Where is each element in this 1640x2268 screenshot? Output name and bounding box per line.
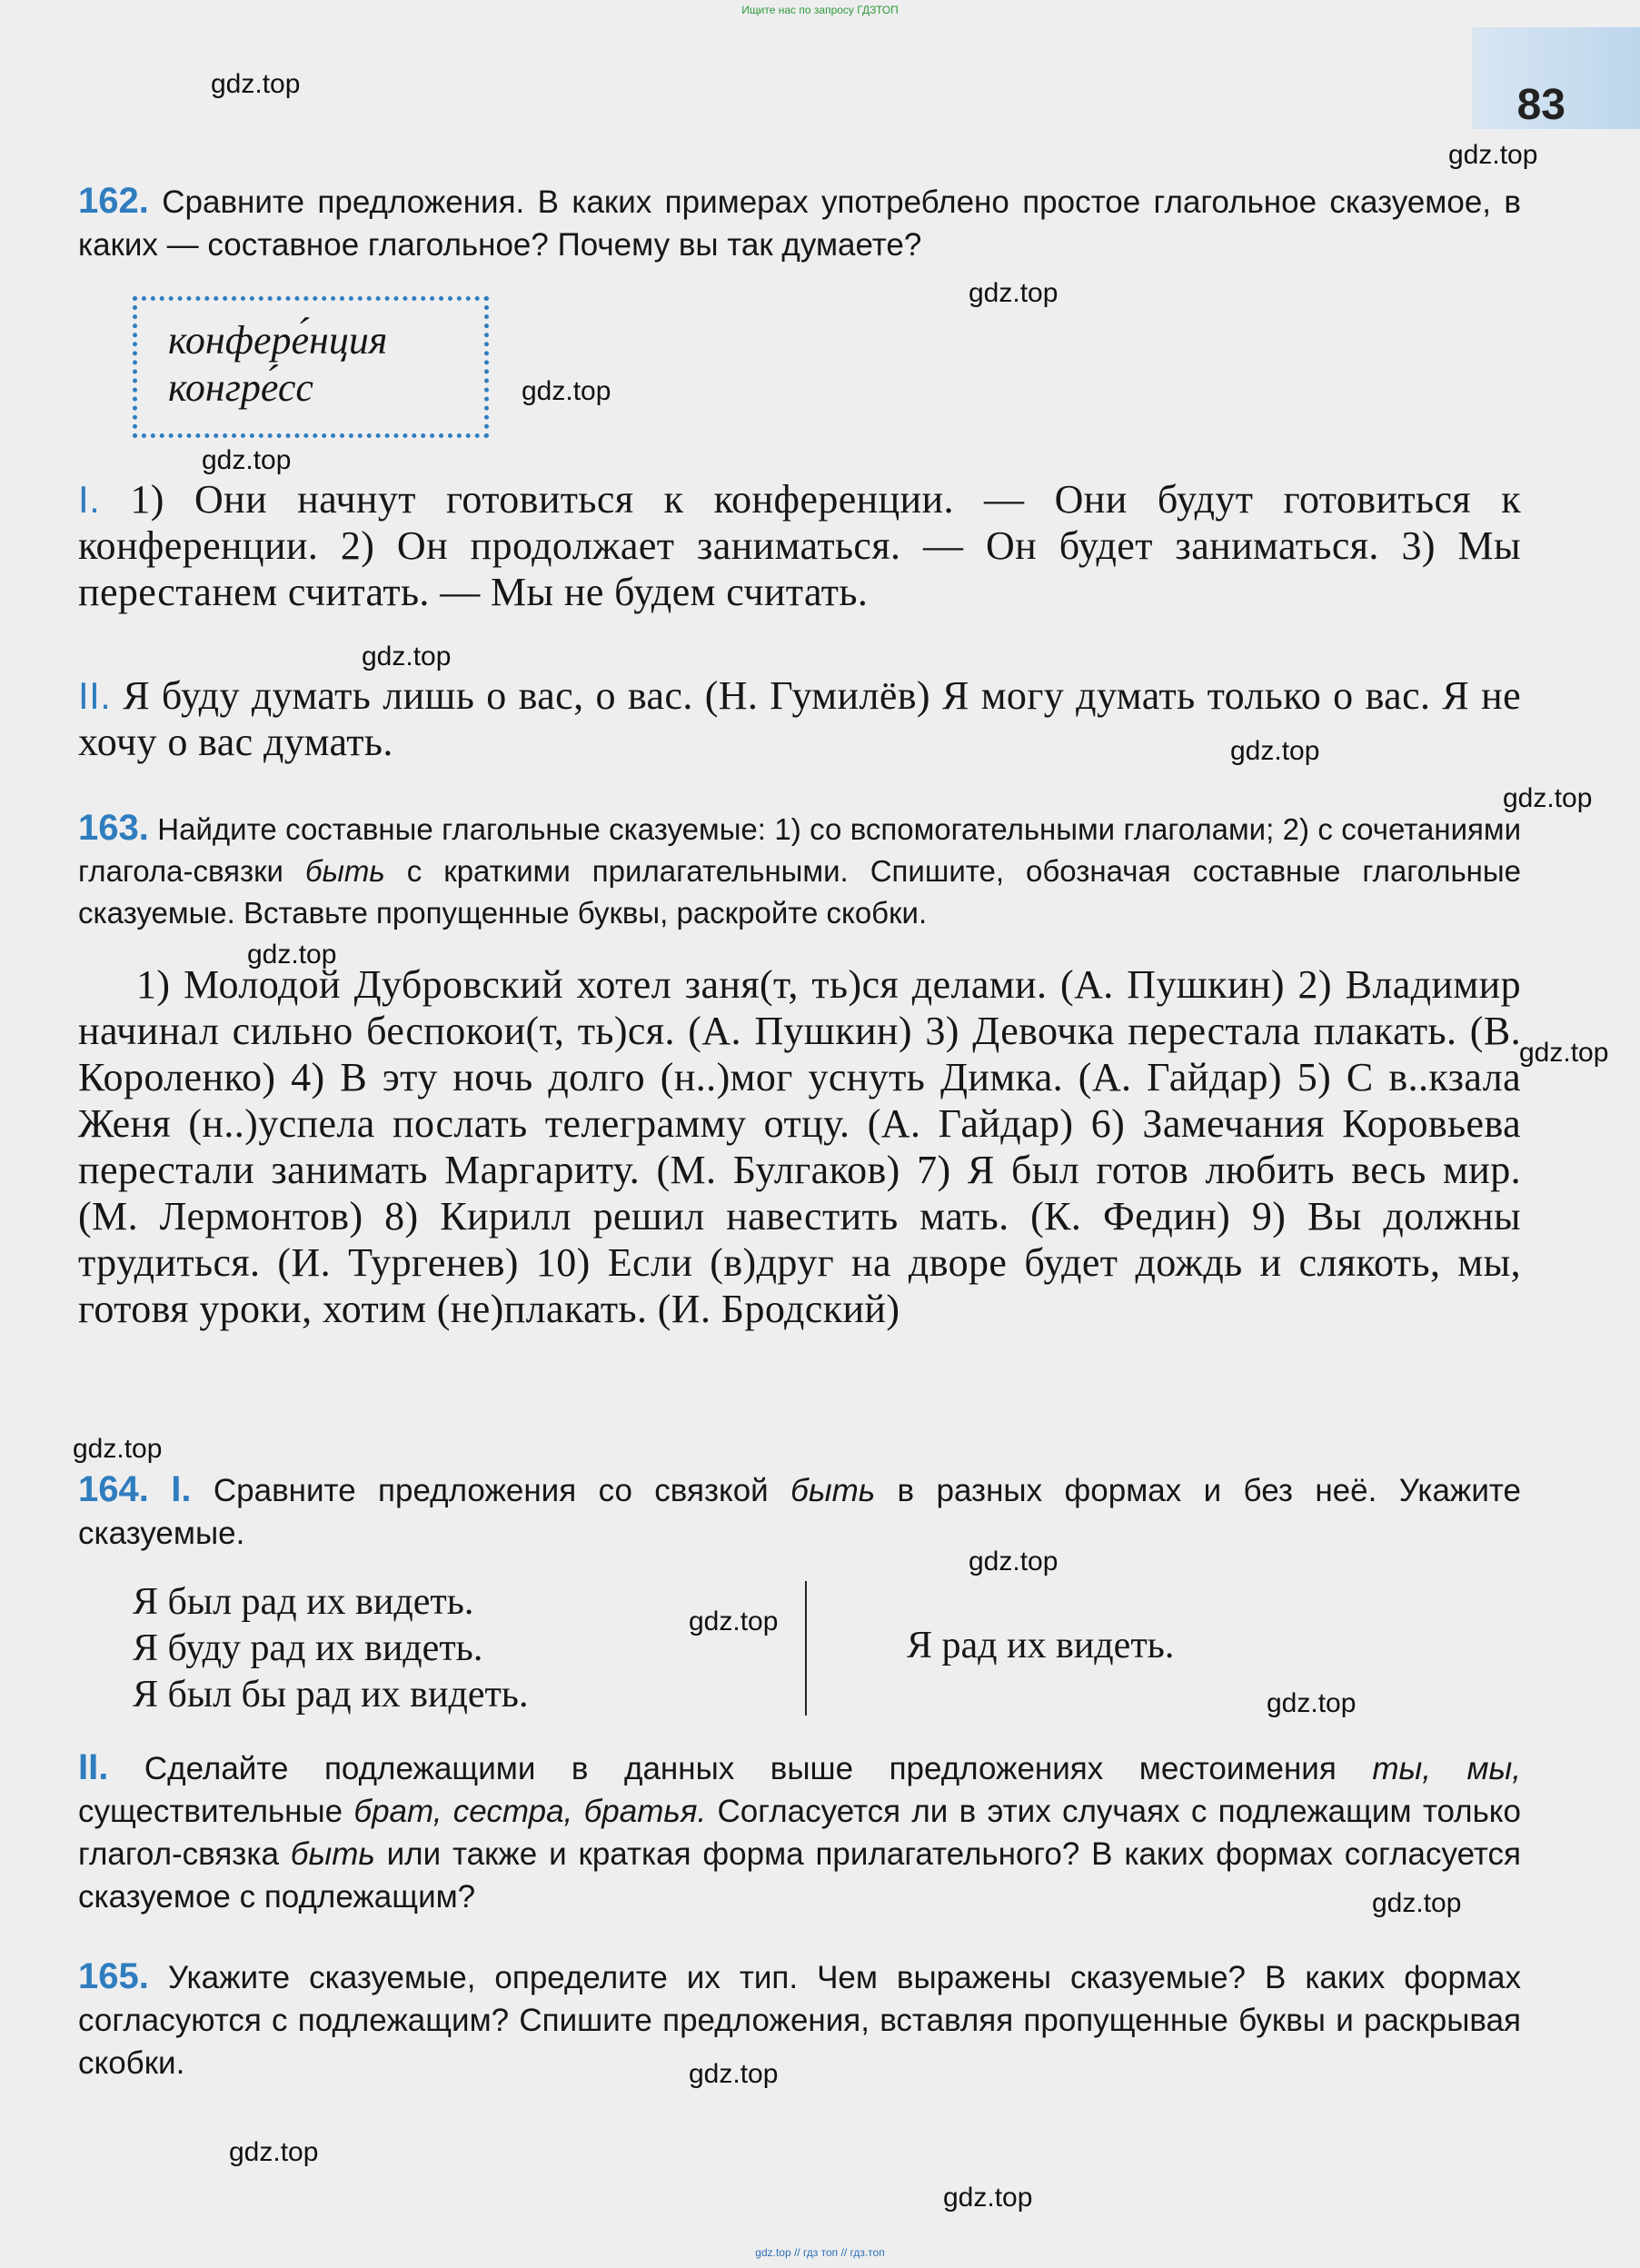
comparison-right-line: Я рад их видеть. bbox=[907, 1625, 1175, 1666]
task-163-instructions bbox=[78, 807, 1521, 934]
watermark: gdz.top bbox=[1230, 736, 1320, 766]
task-text-b: существительные bbox=[78, 1794, 354, 1829]
watermark: gdz.top bbox=[247, 940, 337, 970]
task-text: Укажите сказуемые, определите их тип. Чем выражены сказуемые? В каких формах согласуются с подлежащим? Спишите предложения, вставляя пропущенные буквы и раскрывая скобки. bbox=[78, 1960, 1521, 2081]
part-label: I. bbox=[171, 1469, 192, 1509]
watermark: gdz.top bbox=[689, 1606, 779, 1636]
watermark: gdz.top bbox=[1519, 1038, 1609, 1068]
task-text-a: Найдите составные глагольные сказуемые: 1) со вспомогательными глаголами; 2) с сочетаниями глагола-связки bbox=[78, 812, 1521, 888]
watermark: gdz.top bbox=[943, 2183, 1033, 2213]
watermark: gdz.top bbox=[1448, 140, 1538, 170]
task-text-c: Согласуется ли в этих случаях с подлежащим только глагол-связка bbox=[78, 1794, 1521, 1872]
dictionary-word: конгре́сс bbox=[168, 365, 313, 410]
top-note: Ищите нас по запросу ГДЗТОП bbox=[741, 4, 899, 16]
task-164-part-2-instructions bbox=[78, 1746, 1521, 1918]
watermark: gdz.top bbox=[1372, 1888, 1462, 1918]
watermark: gdz.top bbox=[202, 445, 292, 475]
task-text-a: Сделайте подлежащими в данных выше предложениях местоимения bbox=[144, 1751, 1373, 1786]
task-number: 163. bbox=[78, 808, 149, 848]
watermark: gdz.top bbox=[969, 278, 1059, 308]
task-text-em: быть bbox=[290, 1836, 375, 1872]
task-165-instructions bbox=[78, 1955, 1521, 2084]
watermark: gdz.top bbox=[73, 1434, 163, 1464]
task-162-part-2 bbox=[78, 672, 1521, 765]
bottom-note: gdz.top // гдз топ // гдз.топ bbox=[755, 2246, 885, 2259]
watermark: gdz.top bbox=[229, 2137, 319, 2167]
watermark: gdz.top bbox=[211, 69, 301, 99]
watermark: gdz.top bbox=[362, 642, 452, 671]
task-162-part-1 bbox=[78, 476, 1521, 615]
dictionary-box bbox=[133, 296, 489, 438]
comparison-line: Я был рад их видеть. bbox=[133, 1581, 474, 1623]
task-text-em: ты, мы, bbox=[1372, 1751, 1522, 1786]
comparison-left-column bbox=[133, 1579, 528, 1718]
watermark: gdz.top bbox=[969, 1547, 1059, 1577]
task-text-a: Сравните предложения со связкой bbox=[213, 1473, 791, 1508]
task-text: Сравните предложения. В каких примерах употреблено простое глагольное сказуемое, в каких — составное глагольное? Почему вы так думаете? bbox=[78, 184, 1521, 263]
part-label: II. bbox=[78, 674, 112, 717]
watermark: gdz.top bbox=[1267, 1688, 1357, 1718]
task-162-instructions bbox=[78, 180, 1521, 266]
task-number: 162. bbox=[78, 181, 149, 221]
comparison-line: Я буду рад их видеть. bbox=[133, 1627, 483, 1669]
part-label: I. bbox=[78, 478, 101, 521]
task-text-d: или также и краткая форма прилагательного? В каких формах согласуется сказуемое с подлежащим? bbox=[78, 1836, 1521, 1915]
watermark: gdz.top bbox=[522, 376, 611, 406]
part-label: II. bbox=[78, 1747, 109, 1787]
task-text-em: брат, сестра, братья. bbox=[353, 1794, 707, 1829]
task-text-b: с краткими прилагательными. Спишите, обозначая составные глагольные сказуемые. Вставьте пропущенные буквы, раскройте скобки. bbox=[78, 854, 1521, 930]
task-text-em: быть bbox=[305, 854, 385, 888]
watermark: gdz.top bbox=[689, 2059, 779, 2089]
task-text-b: в разных формах и без неё. Укажите сказуемые. bbox=[78, 1473, 1521, 1551]
exercise-text: Я буду думать лишь о вас, о вас. (Н. Гумилёв) Я могу думать только о вас. Я не хочу о вас думать. bbox=[78, 673, 1521, 764]
task-number: 165. bbox=[78, 1956, 149, 1996]
column-divider bbox=[805, 1581, 807, 1716]
task-164-part-1-instructions bbox=[78, 1468, 1521, 1555]
page-number: 83 bbox=[1516, 81, 1565, 129]
task-163-exercise bbox=[78, 961, 1521, 1332]
task-text-em: быть bbox=[790, 1473, 876, 1508]
watermark: gdz.top bbox=[1503, 783, 1593, 813]
exercise-text: 1) Они начнут готовиться к конференции. — Они будут готовиться к конференции. 2) Он продолжает заниматься. — Он будет заниматься. 3) Мы перестанем считать. — Мы не будем считать. bbox=[78, 477, 1521, 614]
task-number: 164. bbox=[78, 1469, 149, 1509]
comparison-line: Я был бы рад их видеть. bbox=[133, 1674, 529, 1716]
dictionary-word: конфере́нция bbox=[168, 318, 388, 363]
exercise-text: 1) Молодой Дубровский хотел заня(т, ть)ся делами. (А. Пушкин) 2) Владимир начинал сильно беспокои(т, ть)ся. (А. Пушкин) 3) Девочка перестала плакать. (В. Короленко) 4) В эту ночь долго (н..)мог уснуть Димка. (А. Гайдар) 5) С в..кзала Женя (н..)успела послать телеграмму отцу. (А. Гайдар) 6) Замечания Коровьева перестали занимать Маргариту. (М. Булгаков) 7) Я был готов любить весь мир. (М. Лермонтов) 8) Кирилл решил навестить мать. (К. Федин) 9) Вы должны трудиться. (И. Тургенев) 10) Если (в)друг на дворе будет дождь и слякоть, мы, готовя уроки, хотим (не)плакать. (И. Бродский) bbox=[78, 962, 1521, 1331]
